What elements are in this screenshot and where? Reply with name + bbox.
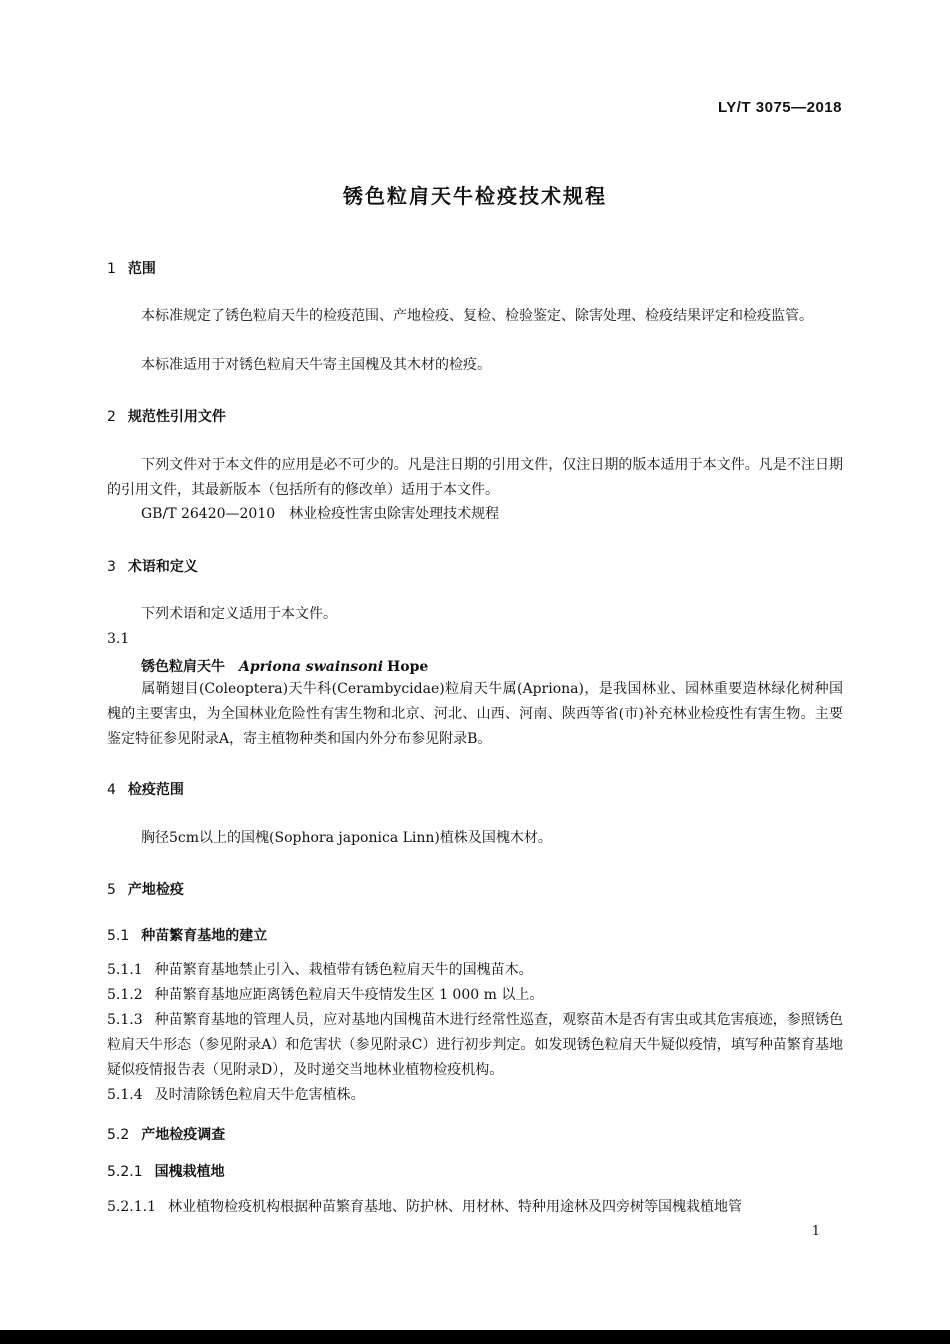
- section-4-heading: [107, 779, 184, 799]
- term-chinese: 锈色粒肩天牛: [141, 659, 225, 675]
- paragraph: 胸径5cm以上的国槐(Sophora japonica Linn)植株及国槐木材。: [141, 830, 552, 846]
- section-number: 5.2.1: [107, 1164, 143, 1180]
- section-2-heading: [107, 406, 226, 426]
- document-title: 锈色粒肩天牛检疫技术规程: [343, 184, 607, 208]
- standard-code: LY/T 3075—2018: [717, 99, 842, 116]
- section-title: 国槐栽植地: [154, 1164, 225, 1180]
- clause-5-2-1-1: 5.2.1.1 林业植物检疫机构根据种苗繁育基地、防护林、用材林、特种用途林及四旁树等国槐栽植地管: [107, 1199, 742, 1215]
- clause-5-1-1: 5.1.1 种苗繁育基地禁止引入、栽植带有锈色粒肩天牛的国槐苗木。: [107, 962, 533, 978]
- clause-5-1-3: 5.1.3 种苗繁育基地的管理人员，应对基地内国槐苗木进行经常性巡查，观察苗木是否有害虫或其危害痕迹，参照锈色粒肩天牛形态（参见附录A）和危害状（参见附录C）进行初步判定。如发现锈色粒肩天牛疑似疫情，填写种苗繁育基地疑似疫情报告表（见附录D），及时递交当地林业植物检疫机构。: [107, 1012, 843, 1078]
- subsection-5-1-heading: [107, 925, 267, 945]
- term-entry: [141, 656, 428, 676]
- subsection-number: 3.1: [107, 631, 130, 647]
- section-title: 检疫范围: [127, 782, 184, 798]
- section-3-heading: [107, 556, 198, 576]
- section-number: 5: [107, 882, 116, 898]
- clause-5-1-2: 5.1.2 种苗繁育基地应距离锈色粒肩天牛疫情发生区 1 000 m 以上。: [107, 987, 544, 1003]
- paragraph: 下列文件对于本文件的应用是必不可少的。凡是注日期的引用文件，仅注日期的版本适用于本文件。凡是不注日期的引用文件，其最新版本（包括所有的修改单）适用于本文件。: [107, 457, 843, 498]
- section-number: 3: [107, 559, 116, 575]
- subsection-5-2-1-heading: [107, 1161, 225, 1181]
- section-title: 产地检疫: [127, 882, 184, 898]
- clause-5-1-4: 5.1.4 及时清除锈色粒肩天牛危害植株。: [107, 1087, 365, 1103]
- section-number: 5.2: [107, 1127, 130, 1143]
- section-number: 2: [107, 409, 116, 425]
- section-1-heading: [107, 258, 156, 278]
- section-title: 范围: [127, 261, 156, 277]
- term-latin: Apriona swainsoni: [239, 659, 384, 675]
- page-number: 1: [811, 1224, 820, 1239]
- section-title: 种苗繁育基地的建立: [141, 928, 268, 944]
- subsection-5-2-heading: [107, 1124, 225, 1144]
- paragraph: 下列术语和定义适用于本文件。: [141, 606, 337, 622]
- paragraph: 本标准规定了锈色粒肩天牛的检疫范围、产地检疫、复检、检验鉴定、除害处理、检疫结果评定和检疫监管。: [141, 308, 813, 324]
- term-definition: 属鞘翅目(Coleoptera)天牛科(Cerambycidae)粒肩天牛属(Apriona)，是我国林业、园林重要造林绿化树种国槐的主要害虫，为全国林业危险性有害生物和北京、河北、山西、河南、陕西等省(市)补充林业检疫性有害生物。主要鉴定特征参见附录A，寄主植物种类和国内外分布参见附录B。: [107, 681, 843, 747]
- section-title: 术语和定义: [127, 559, 198, 575]
- term-author: Hope: [387, 659, 429, 675]
- paragraph: 本标准适用于对锈色粒肩天牛寄主国槐及其木材的检疫。: [141, 357, 491, 373]
- section-5-heading: [107, 879, 184, 899]
- section-number: 5.1: [107, 928, 130, 944]
- section-title: 规范性引用文件: [127, 409, 226, 425]
- normative-reference: GB/T 26420—2010 林业检疫性害虫除害处理技术规程: [141, 506, 500, 522]
- section-number: 4: [107, 782, 116, 798]
- bottom-bar: [0, 1330, 950, 1344]
- section-title: 产地检疫调查: [141, 1127, 226, 1143]
- section-number: 1: [107, 261, 116, 277]
